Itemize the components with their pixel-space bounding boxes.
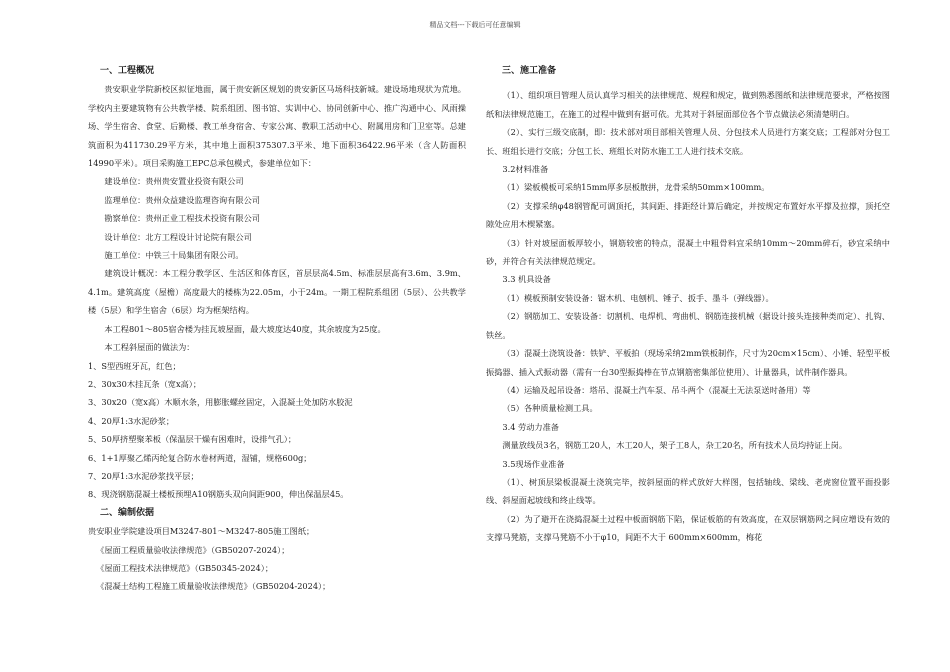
basis-reference: 《屋面工程质量验收法律规范》（GB50207-2024）； [96,544,290,555]
unit-design: 设计单位：北方工程设计讨论院有限公司 [104,231,252,242]
equipment-item: （3）混凝土浇筑设备：铁铲、平板拍（现场采纳2mm铁板制作，尺寸为20cm×15cm）、小锤、轻型平板振捣器、插入式振动器（需有一台30型振捣棒在节点钢筋密集部位使用）、计量器具，试件制作器具。 [486,348,890,377]
section-title-overview: 一、工程概况 [100,66,155,76]
equipment-item: （2）钢筋加工、安装设备：切割机、电焊机、弯曲机、钢筋连接机械（据设计接头连接种类而定）、扎钩、铁丝。 [486,311,890,340]
equipment-item: （4）运输及起吊设备：塔吊、混凝土汽车泵、吊斗两个（混凝土无法泵送时备用）等 [502,384,811,395]
equipment-item: （5）各种质量检测工具。 [502,403,598,414]
unit-supervision: 监理单位：贵州众益建设监理咨询有限公司 [104,194,260,205]
left-column [88,62,466,596]
materials-item: （1）梁板模板可采纳15mm厚多层板散拼，龙骨采纳50mm×100mm。 [502,182,770,193]
method-item: 7、20厚1:3水泥砂浆找平层； [88,470,199,481]
materials-item: （3）针对坡屋面板厚较小，钢筋较密的特点，混凝土中粗骨料宜采纳10mm～20mm碎石，砂宜采纳中砂，并符合有关法律规范规定。 [486,237,890,267]
materials-item: （2）支撑采纳φ48钢管配可调顶托，其间距、排距经计算后确定，并按规定布置好水平撑及拉撑，顶托空隙处应用木楔紧塞。 [486,200,890,230]
roof-slope-paragraph: 本工程801～805宿舍楼为挂瓦坡屋面，最大坡度达40度，其余坡度为25度。 [104,323,386,334]
roof-method-intro: 本工程斜屋面的做法为： [104,342,195,353]
basis-reference: 《混凝土结构工程施工质量验收法律规范》（GB50204-2024）； [96,581,331,592]
method-item: 5、50厚挤塑聚苯板（保温层干燥有困难时，设排气孔）； [88,434,297,445]
prep-paragraph: （2）、实行三级交底制，即：技术部对项目部相关管理人员、分包技术人员进行方案交底；工程部对分包工长、班组长进行交底；分包工长、班组长对防水施工工人进行技术交底。 [486,127,890,156]
method-item: 6、1+1厚聚乙烯丙纶复合防水卷材两道，湿铺，规格600g； [88,452,312,463]
subsection-title-equipment: 3.3 机具设备 [502,274,551,285]
basis-drawings: 贵安职业学院建设项目M3247-801～M3247-805施工图纸； [88,526,315,537]
site-item: （2）为了避开在浇捣混凝土过程中板面钢筋下陷，保证板筋的有效高度，在双层钢筋网之间应增设有效的支撑马凳筋，支撑马凳筋不小于φ10，间距不大于 600mm×600mm，梅花 [486,513,890,543]
overview-paragraph: 贵安职业学院新校区拟征地面，属于贵安新区规划的贵安新区马场科技新城。建设场地现状为荒地。学校内主要建筑物有公共教学楼、院系组团、图书馆、实训中心、协同创新中心、推广沟通中心、风雨操场、学生宿舍、食堂、后勤楼、教工单身宿舍、专家公寓、教职工活动中心、附属用房和门卫室等。总建筑面积为411730.29平方米，其中地上面积375307.3平米、地下面积36422.96平米（含人防面积14990平米）。项目采购施工EPC总承包模式，参建单位如下： [88,84,466,169]
section-title-preparation: 三、施工准备 [502,66,557,76]
prep-paragraph: （1）、组织项目管理人员认真学习相关的法律规范、规程和规定，做到熟悉图纸和法律规范要求，严格按图纸和法律规范施工，在施工的过程中做到有据可依。尤其对于斜屋面部位各个节点做法必须清楚明白。 [486,90,890,119]
design-overview-paragraph: 建筑设计概况：本工程分教学区、生活区和体育区，首层层高4.5m、标准层层高有3.6m、3.9m、4.1m。建筑高度（屋檐）高度最大的楼栋为22.05m，小于24m。一期工程院系组团（5层）、公共教学楼（5层）和学生宿舍（6层）均为框架结构。 [88,268,466,316]
method-item: 1、S型西班牙瓦，红色； [88,360,181,371]
method-item: 8、现浇钢筋混凝土楼板预埋A10钢筋头双向间距900，伸出保温层45。 [88,489,349,500]
subsection-title-labor: 3.4 劳动力准备 [502,421,559,432]
unit-construction: 建设单位：贵州贵安置业投资有限公司 [104,176,244,187]
page-header: 精品文档---下载后可任意编辑 [429,21,521,29]
labor-paragraph: 测量放线员3名，钢筋工20人，木工20人，架子工8人，杂工20名，所有技术人员均持证上岗。 [502,440,848,451]
right-column [486,62,890,547]
method-item: 3、30x20（宽x高）木顺水条，用膨胀螺丝固定，入混凝土处加防水胶泥 [88,397,353,408]
subsection-title-site: 3.5现场作业准备 [502,458,565,469]
unit-survey: 勘察单位：贵州正业工程技术投资有限公司 [104,213,260,224]
equipment-item: （1）模板预制安装设备：锯木机、电刨机、锤子、扳手、墨斗（弹线器）。 [502,292,774,303]
section-title-basis: 二、编制依据 [100,507,155,518]
subsection-title-materials: 3.2材料准备 [502,164,549,175]
method-item: 2、30x30木挂瓦条（宽x高）； [88,378,202,389]
site-item: （1）、树顶层梁板混凝土浇筑完毕，按斜屋面的样式放好大样图，包括轴线、梁线、老虎窗位置平面投影线、斜屋面起坡线和终止线等。 [486,476,890,506]
unit-contractor: 施工单位：中铁三十局集团有限公司。 [104,250,244,261]
basis-reference: 《屋面工程技术法律规范》（GB50345-2024）； [96,562,274,573]
method-item: 4、20厚1:3水泥砂浆； [88,415,175,426]
